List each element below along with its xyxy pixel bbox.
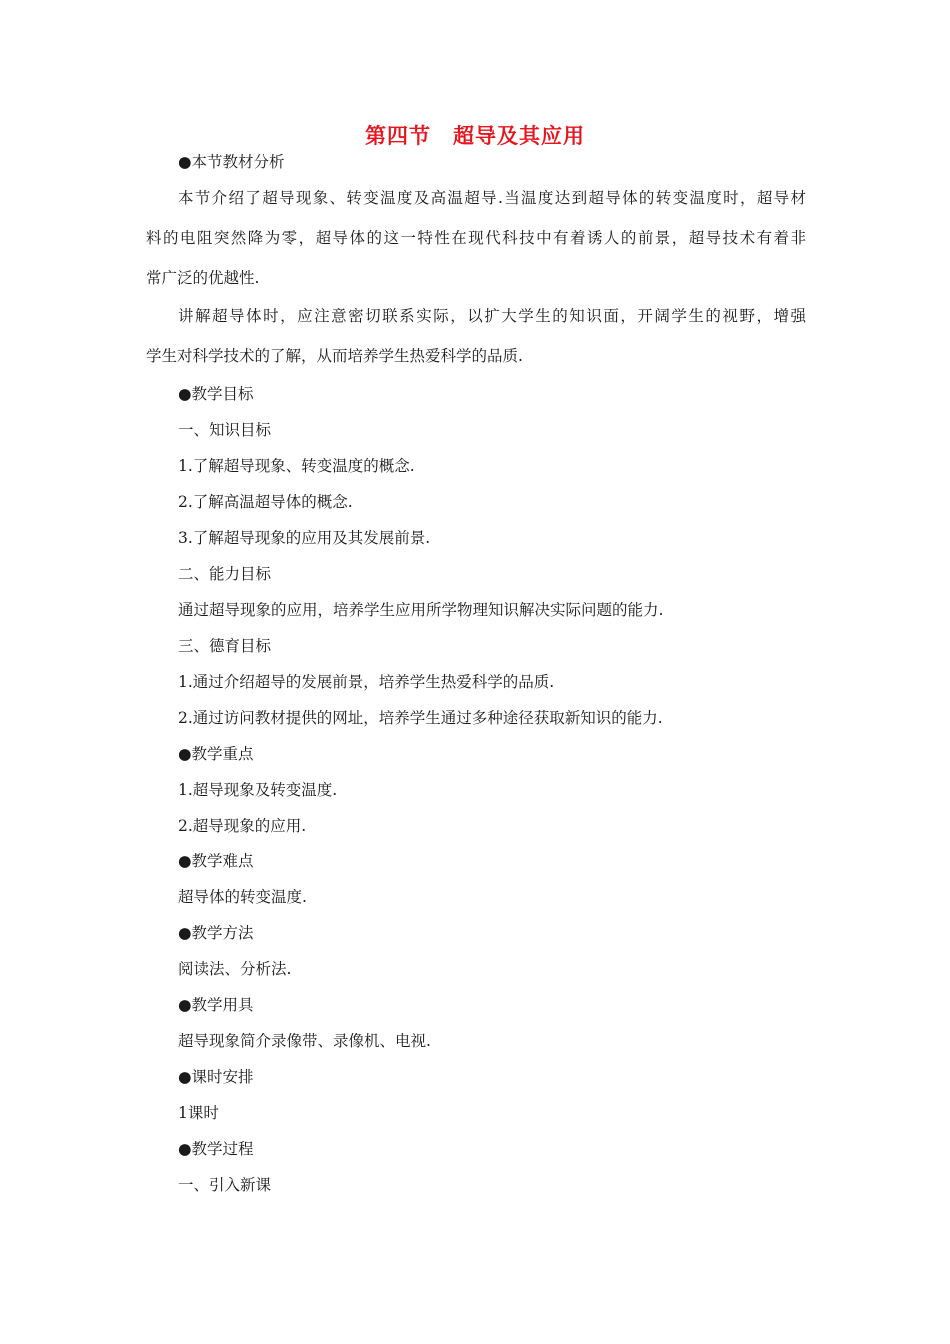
analysis-paragraph-2-line-2: 学生对科学技术的了解，从而培养学生热爱科学的品质. — [146, 347, 523, 365]
schedule-heading: ●课时安排 — [178, 1068, 254, 1086]
section-title: 第四节 超导及其应用 — [365, 124, 585, 148]
analysis-paragraph-1-line-2: 料的电阻突然降为零，超导体的这一特性在现代科技中有着诱人的前景，超导技术有着非 — [146, 229, 806, 247]
tools-text: 超导现象简介录像带、录像机、电视. — [178, 1032, 431, 1050]
ability-goal-text: 通过超导现象的应用，培养学生应用所学物理知识解决实际问题的能力. — [178, 601, 664, 619]
tools-heading: ●教学用具 — [178, 996, 254, 1014]
analysis-paragraph-1-line-3: 常广泛的优越性. — [146, 269, 260, 287]
analysis-paragraph-1-line-1: 本节介绍了超导现象、转变温度及高温超导.当温度达到超导体的转变温度时，超导材 — [178, 189, 806, 207]
moral-goals-heading: 三、德育目标 — [178, 637, 272, 655]
difficulty-text: 超导体的转变温度. — [178, 888, 307, 906]
knowledge-goals-heading: 一、知识目标 — [178, 421, 272, 439]
method-text: 阅读法、分析法. — [178, 960, 292, 978]
difficulty-heading: ●教学难点 — [178, 852, 254, 870]
analysis-heading: ●本节教材分析 — [178, 153, 285, 171]
ability-goals-heading: 二、能力目标 — [178, 565, 272, 583]
knowledge-goal-item: 1.了解超导现象、转变温度的概念. — [178, 457, 415, 475]
moral-goal-item: 1.通过介绍超导的发展前景，培养学生热爱科学的品质. — [178, 673, 555, 691]
schedule-text: 1课时 — [178, 1104, 219, 1122]
method-heading: ●教学方法 — [178, 924, 254, 942]
key-point-item: 1.超导现象及转变温度. — [178, 781, 338, 799]
moral-goal-item: 2.通过访问教材提供的网址，培养学生通过多种途径获取新知识的能力. — [178, 709, 663, 727]
process-step-1: 一、引入新课 — [178, 1176, 272, 1194]
goals-heading: ●教学目标 — [178, 385, 254, 403]
knowledge-goal-item: 2.了解高温超导体的概念. — [178, 493, 353, 511]
key-points-heading: ●教学重点 — [178, 745, 254, 763]
process-heading: ●教学过程 — [178, 1140, 254, 1158]
knowledge-goal-item: 3.了解超导现象的应用及其发展前景. — [178, 529, 431, 547]
key-point-item: 2.超导现象的应用. — [178, 817, 307, 835]
analysis-paragraph-2-line-1: 讲解超导体时，应注意密切联系实际，以扩大学生的知识面，开阔学生的视野，增强 — [178, 307, 806, 325]
